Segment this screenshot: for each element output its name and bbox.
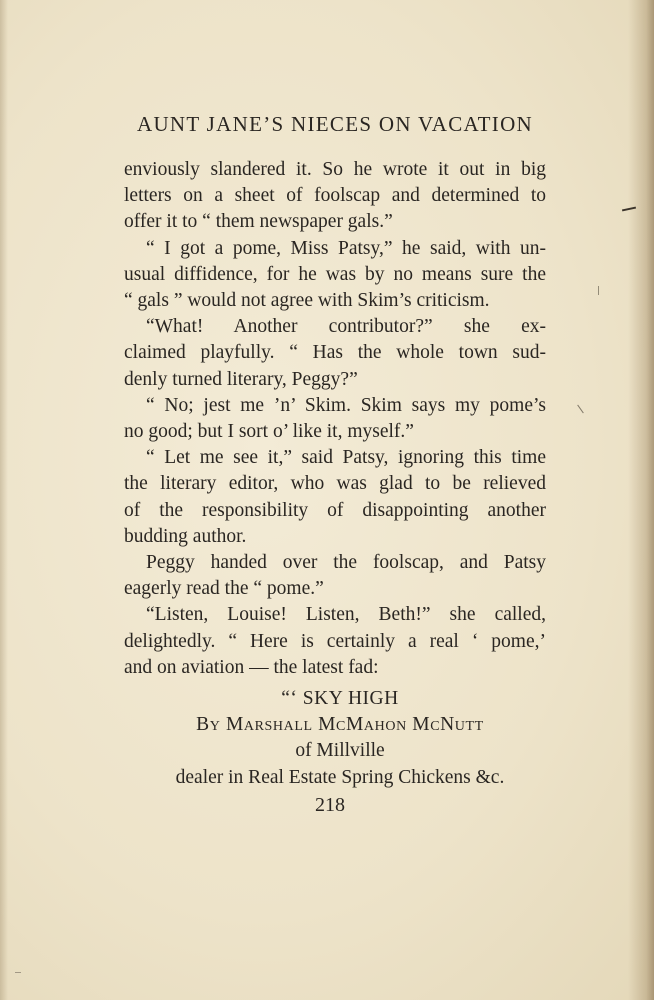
text-line: delightedly. “ Here is certainly a real ‘ pome,’ (124, 630, 546, 652)
text-line: offer it to “ them newspaper gals.” (124, 211, 393, 233)
text-line: and on aviation — the latest fad: (124, 656, 379, 678)
text-line: claimed playfully. “ Has the whole town sud- (124, 342, 546, 364)
running-head: AUNT JANE’S NIECES ON VACATION (136, 112, 534, 136)
page-number: 218 (315, 794, 345, 816)
page-spine-shadow (628, 0, 654, 1000)
margin-mark (15, 972, 21, 973)
text-line: “ Let me see it,” said Patsy, ignoring this time (146, 447, 546, 469)
text-line: “ I got a pome, Miss Patsy,” he said, with un- (146, 237, 546, 259)
text-line: “ gals ” would not agree with Skim’s criticism. (124, 290, 490, 312)
page-left-edge (0, 0, 8, 1000)
text-line: “Listen, Louise! Listen, Beth!” she called, (146, 604, 546, 626)
text-line: letters on a sheet of foolscap and determined to (124, 185, 546, 207)
poem-author-occupation: dealer in Real Estate Spring Chickens &c. (175, 766, 505, 788)
text-line: “What! Another contributor?” she ex- (146, 316, 546, 338)
body-text (124, 157, 546, 681)
margin-mark (598, 286, 599, 295)
poem-heading (118, 686, 562, 791)
text-line: Peggy handed over the foolscap, and Patsy (146, 552, 546, 574)
text-line: the literary editor, who was glad to be relieved (124, 473, 546, 495)
poem-author-place: of Millville (295, 740, 385, 762)
text-line: denly turned literary, Peggy?” (124, 368, 358, 390)
text-line: “ No; jest me ’n’ Skim. Skim says my pome’s (146, 394, 546, 416)
text-line: eagerly read the “ pome.” (124, 578, 324, 600)
text-line: budding author. (124, 525, 247, 547)
margin-mark (577, 405, 584, 414)
poem-title: “‘ SKY HIGH (281, 688, 399, 709)
poem-byline: By Marshall McMahon McNutt (196, 714, 484, 736)
text-line: usual diffidence, for he was by no means sure the (124, 263, 546, 285)
text-line: enviously slandered it. So he wrote it out in big (124, 159, 546, 180)
text-line: no good; but I sort o’ like it, myself.” (124, 421, 414, 443)
text-line: of the responsibility of disappointing another (124, 499, 546, 521)
